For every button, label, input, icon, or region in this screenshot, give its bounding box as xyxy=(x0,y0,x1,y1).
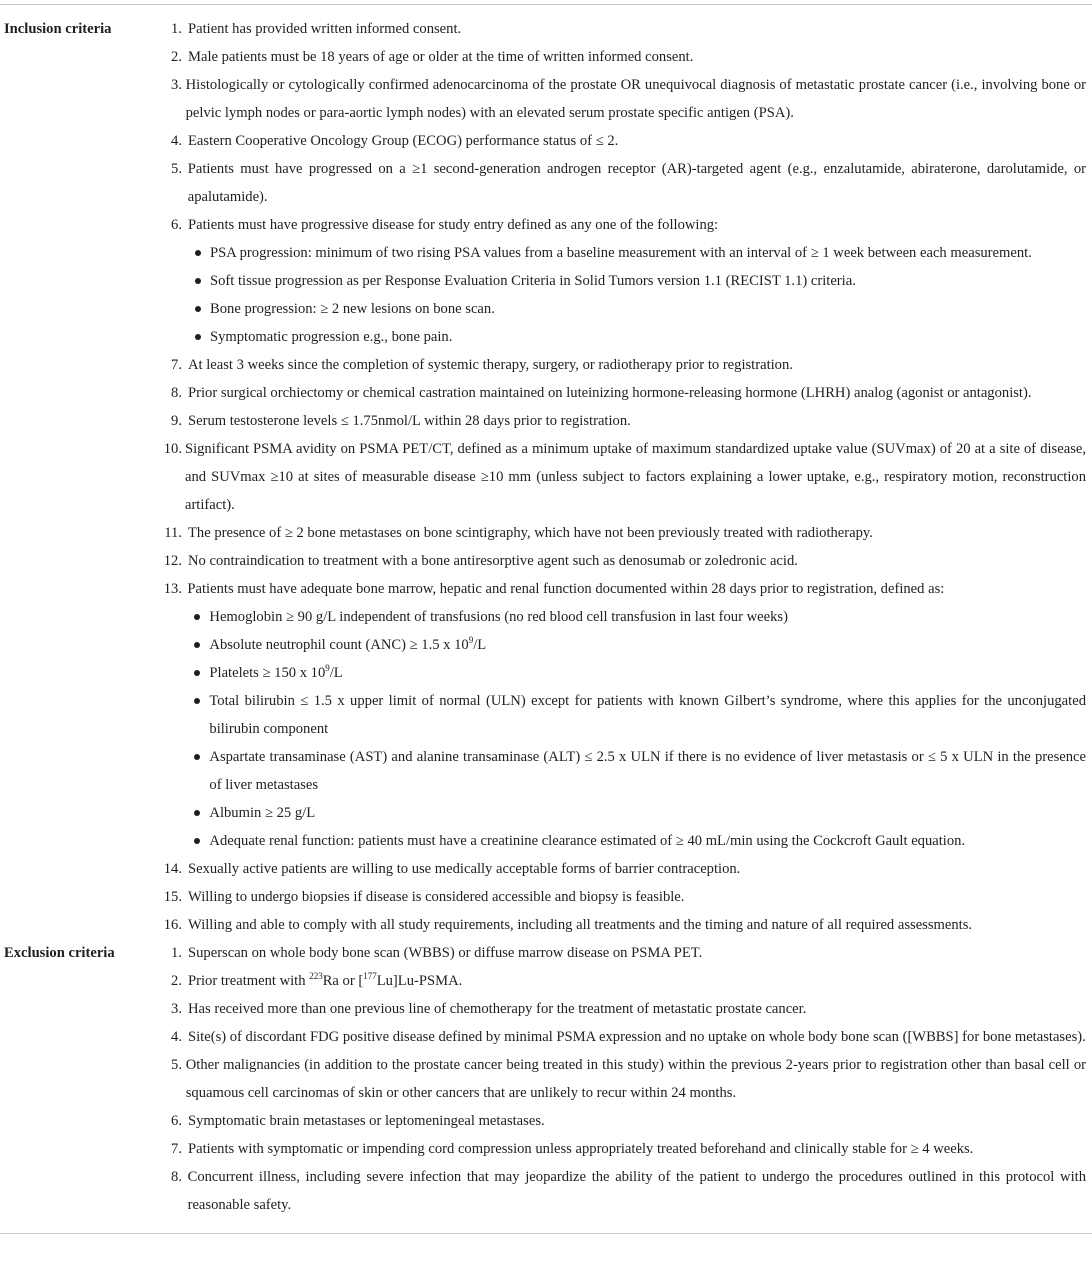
inclusion-item-6: 6. Patients must have progressive disease for study entry defined as any one of the following: PSA progression: minimum of two rising PSA values from a baseline measurement with an interval of ≥ 1 week between each measurement. Soft tissue progression as per Response Evaluation Criteria in Solid Tumors version 1.1 (RECIST 1.1) criteria. Bone progression: ≥ 2 new lesions on bone scan. Symptomatic progression e.g., bone pain. xyxy=(160,211,1086,351)
inclusion-item-7: 7. At least 3 weeks since the completion of systemic therapy, surgery, or radiotherapy prior to registration. xyxy=(171,357,793,373)
inclusion-item-8: 8. Prior surgical orchiectomy or chemical castration maintained on luteinizing hormone-releasing hormone (LHRH) analog (agonist or antagonist). xyxy=(171,385,1032,401)
bullet-item: Total bilirubin ≤ 1.5 x upper limit of normal (ULN) except for patients with known Gilbert’s syndrome, where this applies for the unconjugated bilirubin component xyxy=(187,687,1086,743)
inclusion-item-15: 15. Willing to undergo biopsies if disease is considered accessible and biopsy is feasible. xyxy=(163,889,685,905)
inclusion-label: Inclusion criteria xyxy=(4,21,112,37)
exclusion-item-2: 2. Prior treatment with $^{223}$Ra or [$^{177}$Lu]Lu-PSMA. xyxy=(171,971,463,989)
inclusion-item-14: 14. Sexually active patients are willing to use medically acceptable forms of barrier contraception. xyxy=(163,861,741,877)
inclusion-item-10: 10. Significant PSMA avidity on PSMA PET/CT, defined as a minimum uptake of maximum standardized uptake value (SUVmax) of 20 at a site of disease, and SUVmax ≥10 at sites of measurable disease ≥10 mm (unless subject to factors explaining a lower uptake, e.g., respiratory motion, reconstruction artifact). xyxy=(163,441,1086,513)
exclusion-list xyxy=(160,939,1092,1219)
progression-bullets xyxy=(188,239,1086,351)
lab-bullets xyxy=(187,603,1086,855)
inclusion-item-13: 13. Patients must have adequate bone marrow, hepatic and renal function documented within 28 days prior to registration, defined as: Hemoglobin ≥ 90 g/L independent of transfusions (no red blood cell transfusion in last four weeks) Absolute neutrophil count (ANC) ≥ 1.5 x $10^9/L$ Platelets ≥ 150 x $10^9/L$ Total bilirubin ≤ 1.5 x upper limit of normal (ULN) except for patients with known Gilbert’s syndrome, where this applies for the unconjugated bilirubin component Aspartate transaminase (AST) and alanine transaminase (ALT) ≤ 2.5 x ULN if there is no evidence of liver metastasis or ≤ 5 x ULN in the presence of liver metastases Albumin ≥ 25 g/L Adequate renal function: patients must have a creatinine clearance estimated of ≥ 40 mL/min using the Cockcroft Gault equation. xyxy=(160,575,1086,855)
bullet-icon xyxy=(187,603,203,631)
exclusion-item-8: 8. Concurrent illness, including severe infection that may jeopardize the ability of the patient to undergo the procedures outlined in this protocol with reasonable safety. xyxy=(171,1169,1086,1213)
inclusion-item-1: 1. Patient has provided written informed consent. xyxy=(171,21,462,37)
inclusion-item-13-text: Patients must have adequate bone marrow, hepatic and renal function documented within 28 days prior to registration, defined as: xyxy=(187,581,945,597)
inclusion-item-2: 2. Male patients must be 18 years of age or older at the time of written informed consent. xyxy=(171,49,694,65)
inclusion-item-5: 5. Patients must have progressed on a ≥1 second-generation androgen receptor (AR)-targeted agent (e.g., enzalutamide, abiraterone, darolutamide, or apalutamide). xyxy=(171,161,1086,205)
criteria-table xyxy=(0,4,1092,1234)
bullet-item: Bone progression: ≥ 2 new lesions on bone scan. xyxy=(188,295,1086,323)
inclusion-item-4: 4. Eastern Cooperative Oncology Group (ECOG) performance status of ≤ 2. xyxy=(171,133,619,149)
bullet-icon xyxy=(187,631,203,659)
bullet-item: Albumin ≥ 25 g/L xyxy=(187,799,1086,827)
exclusion-item-1: 1. Superscan on whole body bone scan (WBBS) or diffuse marrow disease on PSMA PET. xyxy=(171,945,703,961)
exclusion-item-4: 4. Site(s) of discordant FDG positive disease defined by minimal PSMA expression and no uptake on whole body bone scan ([WBBS] for bone metastases). xyxy=(171,1029,1086,1045)
bullet-item: Symptomatic progression e.g., bone pain. xyxy=(188,323,1086,351)
bullet-icon xyxy=(187,799,203,827)
exclusion-item-5: 5. Other malignancies (in addition to the prostate cancer being treated in this study) within the previous 2-years prior to registration other than basal cell or squamous cell carcinomas of skin or other cancers that are unlikely to recur within 24 months. xyxy=(171,1057,1086,1101)
exclusion-item-7: 7. Patients with symptomatic or impending cord compression unless appropriately treated beforehand and clinically stable for ≥ 4 weeks. xyxy=(171,1141,974,1157)
bullet-item: Aspartate transaminase (AST) and alanine transaminase (ALT) ≤ 2.5 x ULN if there is no evidence of liver metastasis or ≤ 5 x ULN in the presence of liver metastases xyxy=(187,743,1086,799)
bullet-item: Adequate renal function: patients must have a creatinine clearance estimated of ≥ 40 mL/min using the Cockcroft Gault equation. xyxy=(187,827,1086,855)
bullet-item: Platelets ≥ 150 x $10^9/L$ xyxy=(187,659,1086,687)
bullet-icon xyxy=(188,239,204,267)
inclusion-item-3: 3. Histologically or cytologically confirmed adenocarcinoma of the prostate OR unequivocal diagnosis of metastatic prostate cancer (i.e., involving bone or pelvic lymph nodes or para-aortic lymph nodes) with an elevated serum prostate specific antigen (PSA). xyxy=(171,77,1086,121)
bullet-item: Soft tissue progression as per Response Evaluation Criteria in Solid Tumors version 1.1 (RECIST 1.1) criteria. xyxy=(188,267,1086,295)
inclusion-item-12: 12. No contraindication to treatment with a bone antiresorptive agent such as denosumab or zoledronic acid. xyxy=(163,553,798,569)
inclusion-item-11: 11. The presence of ≥ 2 bone metastases on bone scintigraphy, which have not been previously treated with radiotherapy. xyxy=(164,525,873,541)
inclusion-item-16: 16. Willing and able to comply with all study requirements, including all treatments and the timing and nature of all required assessments. xyxy=(163,917,973,933)
bullet-item: Hemoglobin ≥ 90 g/L independent of transfusions (no red blood cell transfusion in last four weeks) xyxy=(187,603,1086,631)
inclusion-section xyxy=(0,15,1092,939)
inclusion-item-9: 9. Serum testosterone levels ≤ 1.75nmol/L within 28 days prior to registration. xyxy=(171,413,631,429)
bullet-item: PSA progression: minimum of two rising PSA values from a baseline measurement with an interval of ≥ 1 week between each measurement. xyxy=(188,239,1086,267)
bullet-icon xyxy=(187,743,203,799)
bullet-icon xyxy=(188,267,204,295)
exclusion-item-3: 3. Has received more than one previous line of chemotherapy for the treatment of metastatic prostate cancer. xyxy=(171,1001,807,1017)
exclusion-label: Exclusion criteria xyxy=(4,945,115,961)
bullet-icon xyxy=(187,687,203,743)
inclusion-list xyxy=(160,15,1092,939)
bullet-icon xyxy=(187,659,203,687)
inclusion-item-6-text: Patients must have progressive disease for study entry defined as any one of the following: xyxy=(188,217,719,233)
exclusion-item-6: 6. Symptomatic brain metastases or leptomeningeal metastases. xyxy=(171,1113,545,1129)
bullet-icon xyxy=(187,827,203,855)
bullet-item: Absolute neutrophil count (ANC) ≥ 1.5 x $10^9/L$ xyxy=(187,631,1086,659)
bullet-icon xyxy=(188,295,204,323)
exclusion-section xyxy=(0,939,1092,1219)
bullet-icon xyxy=(188,323,204,351)
